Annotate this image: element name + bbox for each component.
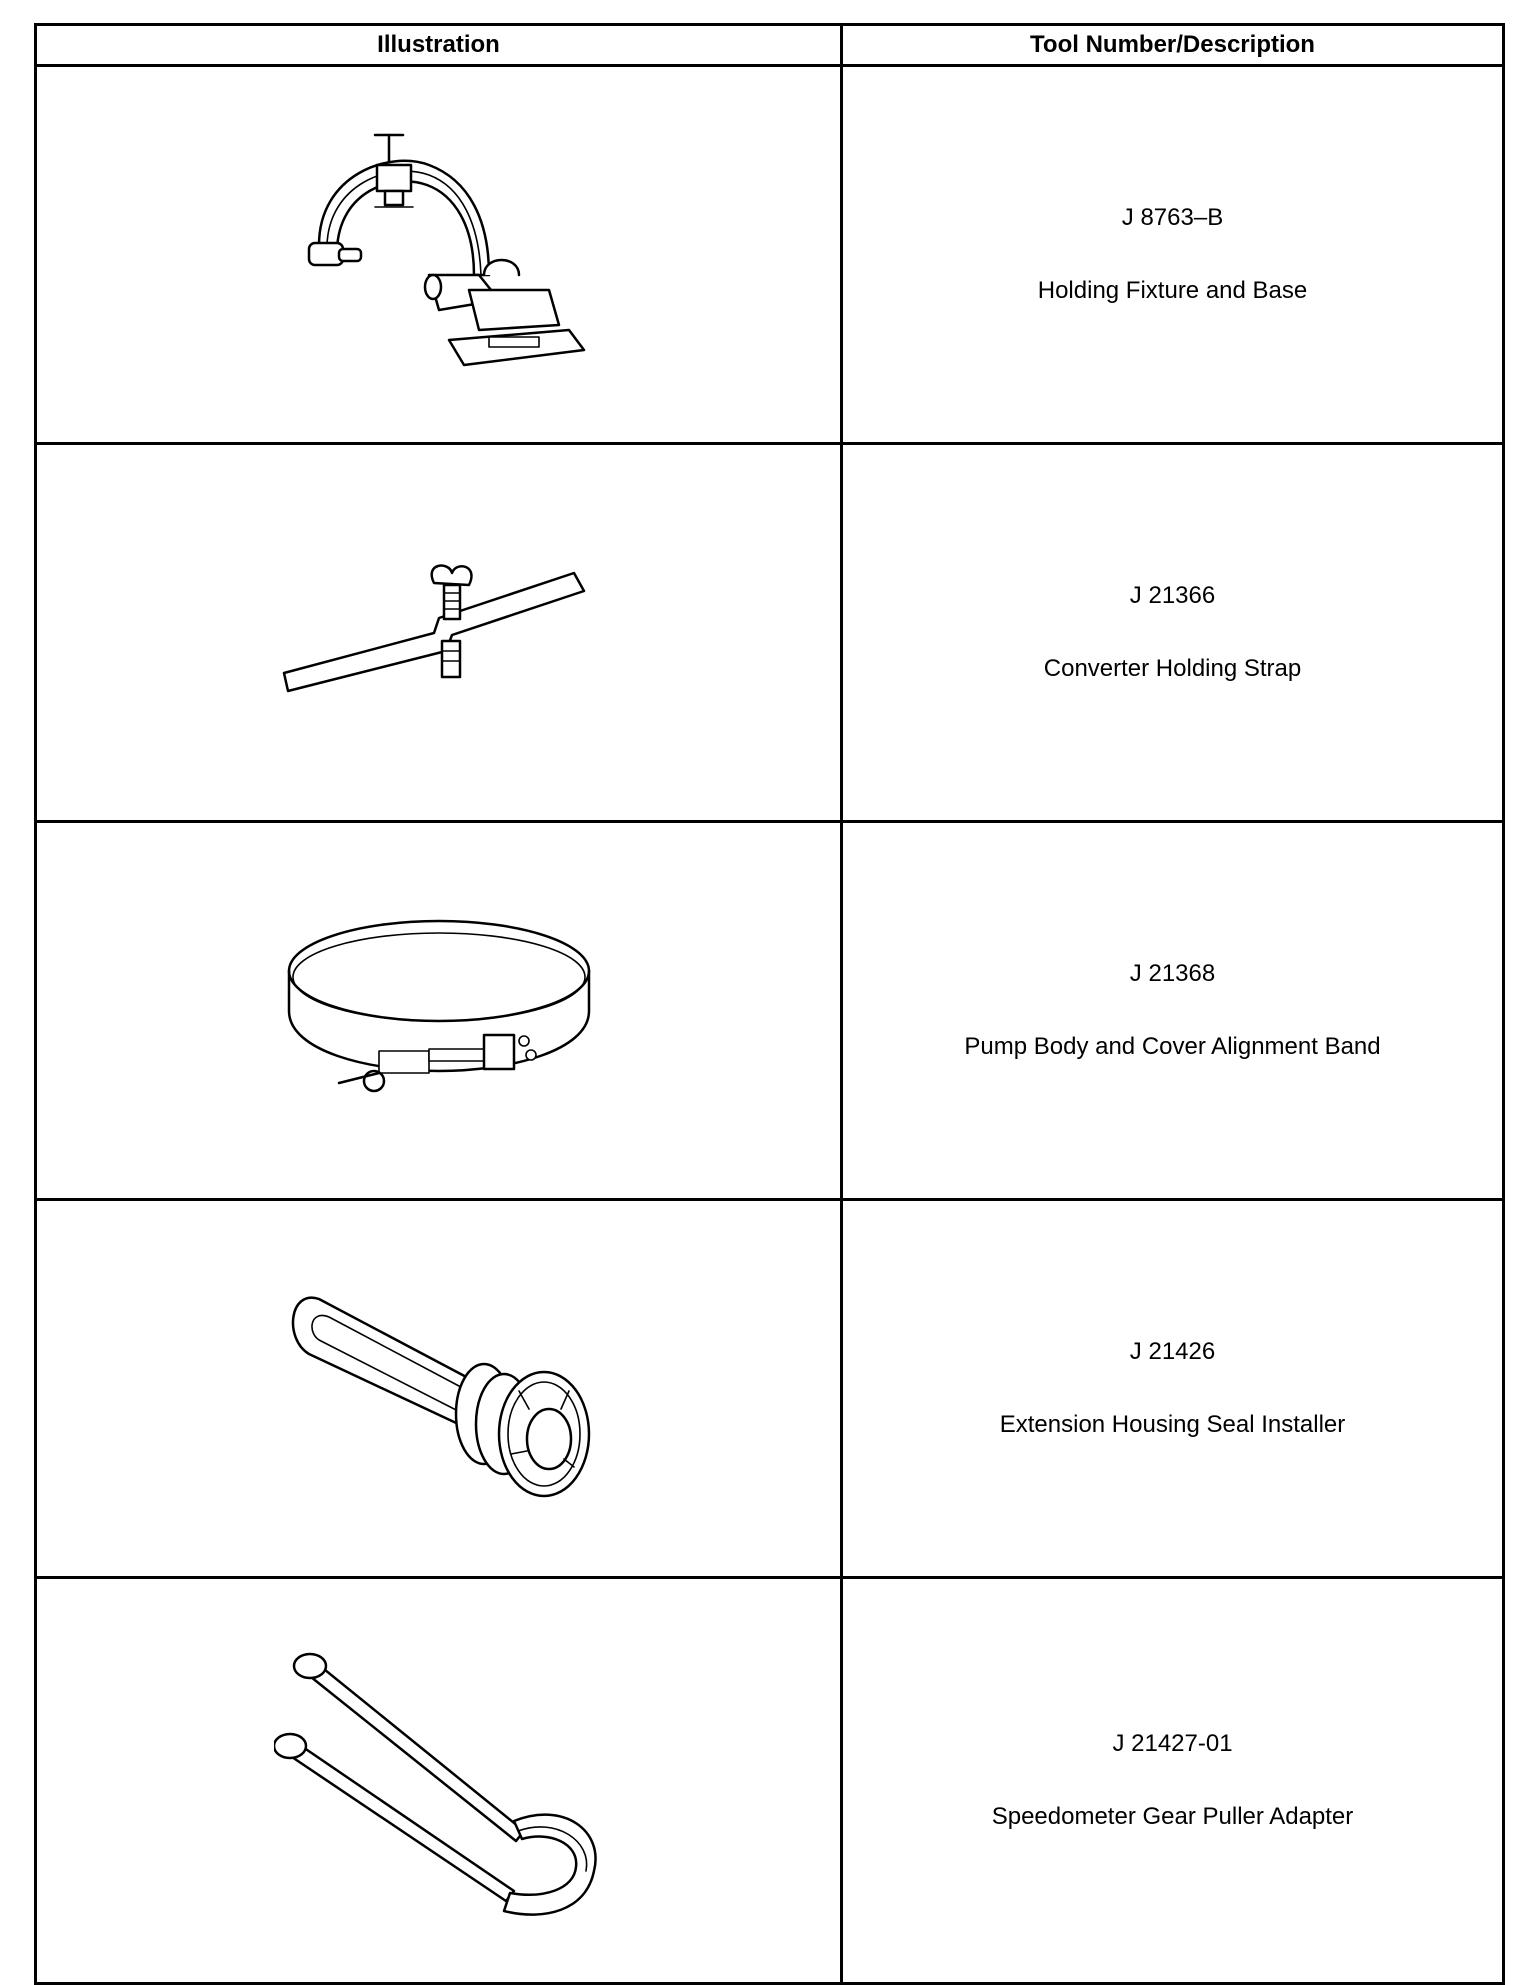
gear-puller-icon [274, 1631, 604, 1931]
holding-fixture-icon [279, 125, 599, 385]
table-row [36, 822, 1504, 1200]
tool-description: Pump Body and Cover Alignment Band [964, 1032, 1381, 1060]
illustration-cell [36, 1578, 842, 1984]
tool-number: J 21427-01 [1112, 1729, 1233, 1757]
table-row [36, 1200, 1504, 1578]
description-cell [842, 444, 1504, 822]
holding-strap-icon [274, 543, 604, 723]
tool-number: J 21366 [1129, 581, 1216, 609]
table-row [36, 444, 1504, 822]
illustration-cell [36, 66, 842, 444]
description-cell [842, 66, 1504, 444]
header-row [36, 25, 1504, 66]
seal-installer-icon [279, 1279, 599, 1499]
table-row [36, 1578, 1504, 1984]
tool-number: J 21368 [1129, 959, 1216, 987]
tool-number: J 21426 [1129, 1337, 1216, 1365]
tool-description: Holding Fixture and Base [1037, 276, 1308, 304]
tool-description: Extension Housing Seal Installer [999, 1410, 1346, 1438]
alignment-band-icon [279, 911, 599, 1111]
tool-description: Converter Holding Strap [1043, 654, 1302, 682]
illustration-cell [36, 1200, 842, 1578]
description-cell [842, 1578, 1504, 1984]
table-row [36, 66, 1504, 444]
header-illustration: Illustration [36, 25, 842, 66]
illustration-cell [36, 444, 842, 822]
tool-description: Speedometer Gear Puller Adapter [991, 1802, 1354, 1830]
tool-number: J 8763–B [1121, 203, 1224, 231]
header-tool: Tool Number/Description [842, 25, 1504, 66]
description-cell [842, 1200, 1504, 1578]
description-cell [842, 822, 1504, 1200]
tool-table [34, 23, 1505, 1985]
illustration-cell [36, 822, 842, 1200]
